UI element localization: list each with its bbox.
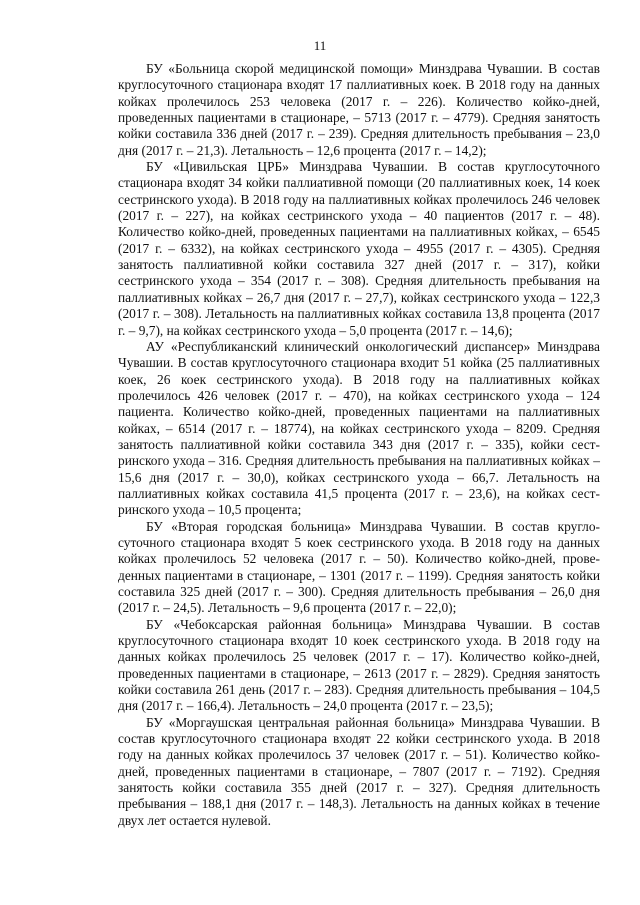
paragraph-oncology-dispensary: АУ «Республиканский клинический онкологический диспансер» Минздрава Чувашии. В состав круглосуточного стационара входит 51 койка (25 паллиативных коек, 26 коек сестринского ухода). В 2018 году на паллиативных койках пролечилось 426 человек (2017 г. – 470), на койках сестринского ухода – 124 пациента. Количество койко-дней, проведенных пациентами на паллиативных койках, – 6514 (2017 г. – 18774), на койках сестринского ухода – 8209. Средняя занятость паллиативной койки составила 343 дня (2017 г. – 335), койки сестринского ухода – 316. Средняя длительность пребывания на паллиативных койках – 15,6 дня (2017 г. – 30,0), койках сестринского ухода – 66,7. Летальность на паллиативных койках составила 41,5 процента (2017 г. – 23,6), на койках сестринского ухода – 10,5 процента; bbox=[118, 338, 600, 518]
paragraph-second-city-hospital: БУ «Вторая городская больница» Минздрава Чувашии. В состав круглосуточного стационара входят 5 коек сестринского ухода. В 2018 году на данных койках пролечилось 52 человека (2017 г. – 50). Количество койко-дней, проведенных пациентами в стационаре, – 1301 (2017 г. – 1199). Средняя занятость койки составила 325 дней (2017 г. – 300). Средняя длительность пребывания – 26,0 дня (2017 г. – 24,5). Летальность – 9,6 процента (2017 г. – 22,0); bbox=[118, 518, 600, 616]
paragraph-tsivilsk-crb: БУ «Цивильская ЦРБ» Минздрава Чувашии. В состав круглосуточного стационара входят 34 койки паллиативной помощи (20 паллиативных коек, 14 коек сестринского ухода). В 2018 году на паллиативных койках пролечилось 246 человек (2017 г. – 227), на койках сестринского ухода – 40 пациентов (2017 г. – 48). Количество койко-дней, проведенных пациентами на паллиативных койках, – 6545 (2017 г. – 6332), на койках сестринского ухода – 4955 (2017 г. – 4305). Средняя занятость паллиативной койки составила 327 дней (2017 г. – 317), койки сестринского ухода – 354 (2017 г. – 308). Средняя длительность пребывания на паллиативных койках – 26,7 дня (2017 г. – 27,7), койках сестринского ухода – 122,3 (2017 г. – 308). Летальность на паллиативных койках составила 13,8 процента (2017 г. – 9,7), на койках сестринского ухода – 5,0 процента (2017 г. – 14,6); bbox=[118, 159, 600, 338]
paragraph-bsmp: БУ «Больница скорой медицинской помощи» Минздрава Чувашии. В состав круглосуточного стационара входят 17 паллиативных коек. В 2018 году на данных койках пролечилось 253 человека (2017 г. – 226). Количество койко-дней, проведенных пациентами в стационаре, – 5713 (2017 г. – 4779). Средняя занятость койки составила 336 дней (2017 г. – 239). Средняя длительность пребывания – 23,0 дня (2017 г. – 21,3). Летальность – 12,6 процента (2017 г. – 14,2); bbox=[118, 61, 600, 158]
document-body bbox=[118, 61, 600, 829]
paragraph-morgaushi-central-hospital: БУ «Моргаушская центральная районная больница» Минздрава Чувашии. В состав круглосуточного стационара входят 22 койки сестринского ухода. В 2018 году на данных койках пролечилось 37 человек (2017 г. – 51). Количество койко-дней, проведенных пациентами в стационаре, – 7807 (2017 г. – 7192). Средняя занятость койки составила 355 дней (2017 г. – 327). Средняя длительность пребывания – 188,1 дня (2017 г. – 148,3). Летальность на данных койках в течение двух лет остается нулевой. bbox=[118, 714, 600, 828]
page-number: 11 bbox=[313, 38, 327, 53]
paragraph-cheboksary-district-hospital: БУ «Чебоксарская районная больница» Минздрава Чувашии. В состав круглосуточного стационара входят 10 коек сестринского ухода. В 2018 году на данных койках пролечилось 25 человек (2017 г. – 17). Количество койко-дней, проведенных пациентами в стационаре, – 2613 (2017 г. – 2829). Средняя занятость койки составила 261 день (2017 г. – 283). Средняя длительность пребывания – 104,5 дня (2017 г. – 166,4). Летальность – 24,0 процента (2017 г. – 23,5); bbox=[118, 616, 600, 714]
